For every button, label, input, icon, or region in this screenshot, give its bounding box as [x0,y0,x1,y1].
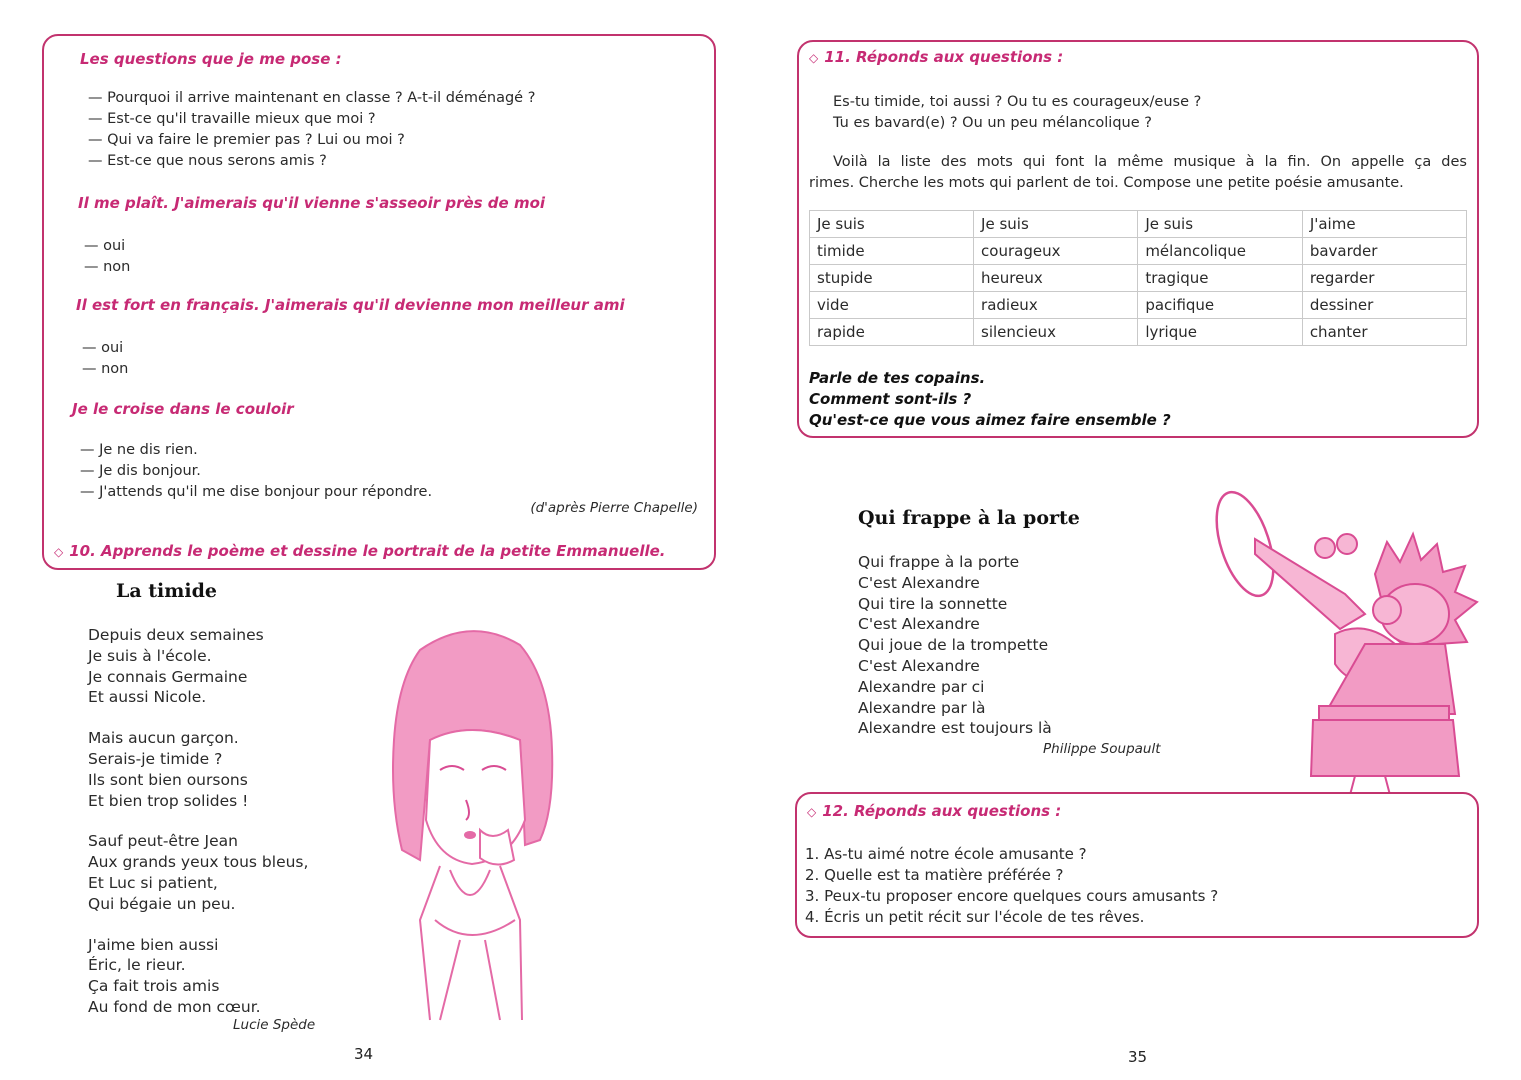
table-row [810,319,1467,346]
question-item: 4. Écris un petit récit sur l'école de tes rêves. [805,908,1145,926]
diamond-icon: ◇ [809,51,819,65]
poem-line: Qui tire la sonnette [858,594,1008,613]
question-item: 3. Peux-tu proposer encore quelques cours amusants ? [805,887,1219,905]
poem-line: C'est Alexandre [858,573,980,592]
table-cell: silencieux [974,319,1138,346]
exercise-11-box [797,40,1479,438]
copains-questions [809,368,1171,431]
poem-line: Qui joue de la trompette [858,636,1049,655]
questions-box [42,34,716,570]
para-line: Voilà la liste des mots qui font la même musique à la fin. On appelle ça des [833,154,1467,170]
intro-line: Es-tu timide, toi aussi ? Ou tu es courageux/euse ? [833,94,1202,110]
table-cell: dessiner [1302,292,1466,319]
section-options-2 [82,338,128,380]
exercise-12-header-text: 12. Réponds aux questions : [822,802,1062,820]
poem-line: Je suis à l'école. [88,646,212,665]
table-cell: stupide [810,265,974,292]
poem-line: C'est Alexandre [858,656,980,675]
exercise-10-text: 10. Apprends le poème et dessine le portrait de la petite Emmanuelle. [69,542,666,560]
table-cell: pacifique [1138,292,1303,319]
poem-line: Alexandre par là [858,698,986,717]
table-row [810,292,1467,319]
diamond-icon: ◇ [54,545,64,559]
table-cell: Je suis [974,211,1138,238]
table-cell: timide [810,238,974,265]
option-item: — oui [82,340,124,356]
questions-list [88,88,535,172]
poem-line: Alexandre par ci [858,677,985,696]
poem-title-left: La timide [116,580,217,602]
poem-left-author: Lucie Spède [233,1017,316,1033]
page-number-left: 34 [354,1045,374,1063]
exercise-12-header [807,802,1061,820]
copains-line: Parle de tes copains. [809,369,986,387]
source-credit: (d'après Pierre Chapelle) [530,500,698,516]
poem-line: Qui frappe à la porte [858,553,1020,571]
girl-illustration [380,620,560,1030]
poem-right-author: Philippe Soupault [1043,741,1161,757]
poem-right-text [858,552,1052,739]
poem-line: Serais-je timide ? [88,749,223,768]
table-cell: lyrique [1138,319,1303,346]
table-cell: bavarder [1302,238,1466,265]
exercise-11-header-text: 11. Réponds aux questions : [824,48,1064,66]
poem-line: Et aussi Nicole. [88,688,207,707]
exercise-12-list [805,844,1218,928]
poem-line: Ça fait trois amis [88,977,220,996]
table-row [810,211,1467,238]
question-item: 1. As-tu aimé notre école amusante ? [805,845,1087,863]
exercise-10 [54,542,666,560]
intro-line: Tu es bavard(e) ? Ou un peu mélancolique ? [833,115,1152,131]
table-cell: radieux [974,292,1138,319]
option-item: — Je ne dis rien. [80,442,198,458]
section-title-1: Il me plaît. J'aimerais qu'il vienne s'asseoir près de moi [78,194,546,212]
table-cell: vide [810,292,974,319]
option-item: — J'attends qu'il me dise bonjour pour répondre. [80,484,433,500]
table-cell: rapide [810,319,974,346]
section-options-1 [84,236,130,278]
table-cell: Je suis [810,211,974,238]
table-cell: chanter [1302,319,1466,346]
poem-line: Je connais Germaine [88,667,248,686]
poem-line: J'aime bien aussi [88,935,219,954]
diamond-icon: ◇ [807,805,817,819]
exercise-11-header [809,48,1063,66]
option-item: — non [82,361,129,377]
section-options-3 [80,440,432,503]
poem-line: Depuis deux semaines [88,626,264,644]
table-cell: mélancolique [1138,238,1303,265]
table-cell: heureux [974,265,1138,292]
para-line: rimes. Cherche les mots qui parlent de toi. Compose une petite poésie amusante. [809,175,1404,191]
poem-line: C'est Alexandre [858,615,980,634]
poem-line: Mais aucun garçon. [88,729,239,748]
option-item: — non [84,259,131,275]
question-item: — Est-ce qu'il travaille mieux que moi ? [88,111,376,127]
poem-line: Aux grands yeux tous bleus, [88,853,309,872]
section-title-3: Je le croise dans le couloir [72,400,294,418]
poem-line: Au fond de mon cœur. [88,997,261,1016]
exercise-11-paragraph [809,152,1467,194]
poem-line: Ils sont bien oursons [88,770,248,789]
poem-left-text [88,625,308,1018]
table-cell: Je suis [1138,211,1303,238]
poem-line: Qui bégaie un peu. [88,894,236,913]
table-cell: regarder [1302,265,1466,292]
poem-line: Alexandre est toujours là [858,719,1052,738]
question-item: — Est-ce que nous serons amis ? [88,153,327,169]
table-row [810,265,1467,292]
table-row [810,238,1467,265]
question-item: 2. Quelle est ta matière préférée ? [805,866,1064,884]
rhymes-table [809,210,1467,346]
copains-line: Qu'est-ce que vous aimez faire ensemble ? [809,411,1171,429]
poem-line: Sauf peut-être Jean [88,832,238,851]
poem-line: Éric, le rieur. [88,956,186,975]
question-item: — Qui va faire le premier pas ? Lui ou moi ? [88,132,405,148]
poem-line: Et Luc si patient, [88,873,218,892]
copains-line: Comment sont-ils ? [809,390,972,408]
section-title-2: Il est fort en français. J'aimerais qu'il devienne mon meilleur ami [76,296,625,314]
table-cell: courageux [974,238,1138,265]
option-item: — oui [84,238,126,254]
table-cell: tragique [1138,265,1303,292]
page-number-right: 35 [1128,1048,1148,1066]
table-cell: J'aime [1302,211,1466,238]
poem-title-right: Qui frappe à la porte [858,507,1080,529]
option-item: — Je dis bonjour. [80,463,201,479]
question-item: — Pourquoi il arrive maintenant en classe ? A-t-il déménagé ? [88,90,536,106]
exercise-11-intro [833,92,1201,134]
questions-header: Les questions que je me pose : [80,50,342,68]
exercise-12-box [795,792,1479,938]
poem-line: Et bien trop solides ! [88,791,249,810]
